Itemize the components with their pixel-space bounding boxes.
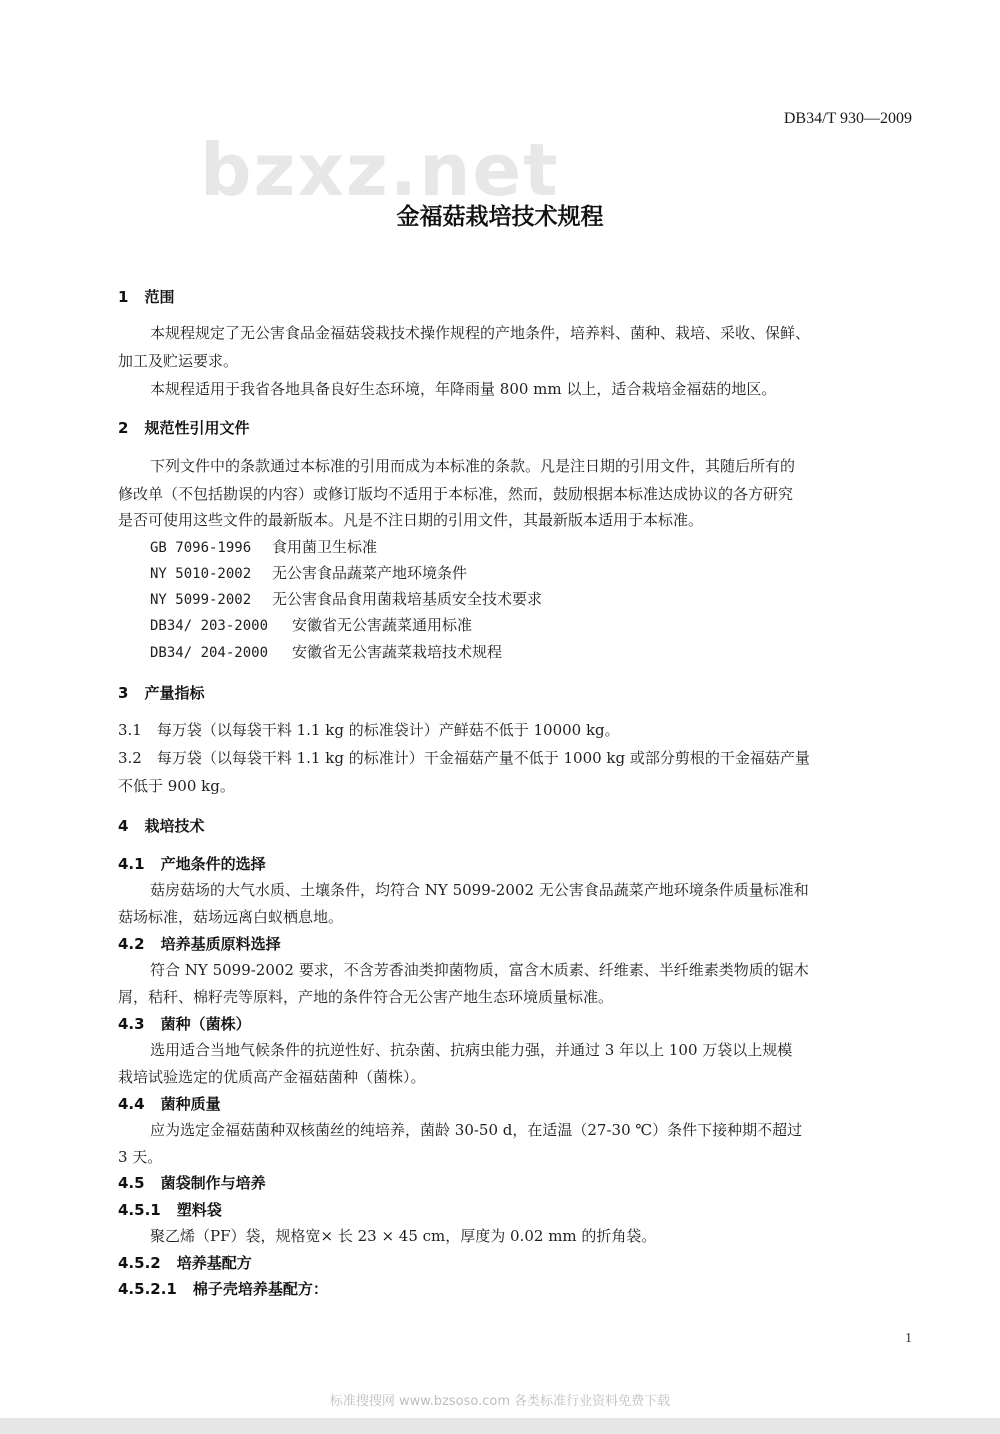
document-title: 金福菇栽培技术规程 [396, 204, 604, 230]
page-number: 1 [905, 1331, 912, 1346]
section-1-paragraph: 本规程适用于我省各地具备良好生态环境，年降雨量 800 mm 以上，适合栽培金福菇的地区。 [150, 380, 777, 398]
subsection-4-1-text: 菇房菇场的大气水质、土壤条件，均符合 NY 5099-2002 无公害食品蔬菜产地环境条件质量标准和 [150, 881, 809, 899]
subsection-4-5-2-heading: 4.5.2 培养基配方 [118, 1254, 252, 1272]
reference-item: NY 5099-2002 无公害食品食用菌栽培基质安全技术要求 [150, 590, 543, 608]
subsection-4-4-text: 3 天。 [118, 1148, 163, 1166]
subsection-4-1-heading: 4.1 产地条件的选择 [118, 855, 266, 873]
subsection-4-5-heading: 4.5 菌袋制作与培养 [118, 1174, 266, 1192]
subsection-4-5-2-1-heading: 4.5.2.1 棉子壳培养基配方： [118, 1280, 328, 1298]
section-2-paragraph: 下列文件中的条款通过本标准的引用而成为本标准的条款。凡是注日期的引用文件，其随后所有的 [150, 457, 796, 475]
subsection-4-2-text: 屑，秸秆、棉籽壳等原料，产地的条件符合无公害产地生态环境质量标准。 [118, 988, 614, 1006]
clause-3-2: 不低于 900 kg。 [118, 777, 235, 795]
subsection-4-2-heading: 4.2 培养基质原料选择 [118, 935, 281, 953]
section-1-heading: 1 范围 [118, 288, 175, 306]
section-4-heading: 4 栽培技术 [118, 817, 205, 835]
section-3-heading: 3 产量指标 [118, 684, 205, 702]
reference-item: DB34/ 203-2000 安徽省无公害蔬菜通用标准 [150, 616, 473, 634]
standard-code: DB34/T 930—2009 [783, 110, 912, 127]
section-1-paragraph: 加工及贮运要求。 [118, 352, 239, 370]
clause-3-1: 3.1 每万袋（以每袋干料 1.1 kg 的标准袋计）产鲜菇不低于 10000 kg。 [118, 721, 620, 739]
reference-item: DB34/ 204-2000 安徽省无公害蔬菜栽培技术规程 [150, 643, 503, 661]
section-2-paragraph: 是否可使用这些文件的最新版本。凡是不注日期的引用文件，其最新版本适用于本标准。 [118, 511, 704, 529]
watermark: bzxz.net [200, 128, 560, 212]
section-2-heading: 2 规范性引用文件 [118, 419, 250, 437]
section-1-paragraph: 本规程规定了无公害食品金福菇袋栽技术操作规程的产地条件，培养料、菌种、栽培、采收、保鲜、 [150, 324, 811, 342]
subsection-4-4-heading: 4.4 菌种质量 [118, 1095, 221, 1113]
subsection-4-2-text: 符合 NY 5099-2002 要求，不含芳香油类抑菌物质，富含木质素、纤维素、半纤维素类物质的锯木 [150, 961, 809, 979]
section-2-paragraph: 修改单（不包括勘误的内容）或修订版均不适用于本标准，然而，鼓励根据本标准达成协议的各方研究 [118, 485, 794, 503]
subsection-4-3-text: 栽培试验选定的优质高产金福菇菌种（菌株）。 [118, 1068, 426, 1086]
clause-3-2: 3.2 每万袋（以每袋干料 1.1 kg 的标准计）干金福菇产量不低于 1000 kg 或部分剪根的干金福菇产量 [118, 749, 810, 767]
reference-item: NY 5010-2002 无公害食品蔬菜产地环境条件 [150, 564, 468, 582]
subsection-4-5-1-text: 聚乙烯（PF）袋，规格宽× 长 23 × 45 cm，厚度为 0.02 mm 的折角袋。 [150, 1227, 657, 1245]
subsection-4-1-text: 菇场标准，菇场远离白蚁栖息地。 [118, 908, 344, 926]
site-footer-banner: 标准搜搜网 www.bzsoso.com 各类标准行业资料免费下载 [329, 1394, 671, 1409]
bottom-bar [0, 1418, 1000, 1434]
subsection-4-3-text: 选用适合当地气候条件的抗逆性好、抗杂菌、抗病虫能力强，并通过 3 年以上 100 万袋以上规模 [150, 1041, 793, 1059]
subsection-4-3-heading: 4.3 菌种（菌株） [118, 1015, 251, 1033]
reference-item: GB 7096-1996 食用菌卫生标准 [150, 538, 378, 556]
subsection-4-5-1-heading: 4.5.1 塑料袋 [118, 1201, 222, 1219]
subsection-4-4-text: 应为选定金福菇菌种双核菌丝的纯培养，菌龄 30-50 d，在适温（27-30 ℃）条件下接种期不超过 [150, 1121, 803, 1139]
